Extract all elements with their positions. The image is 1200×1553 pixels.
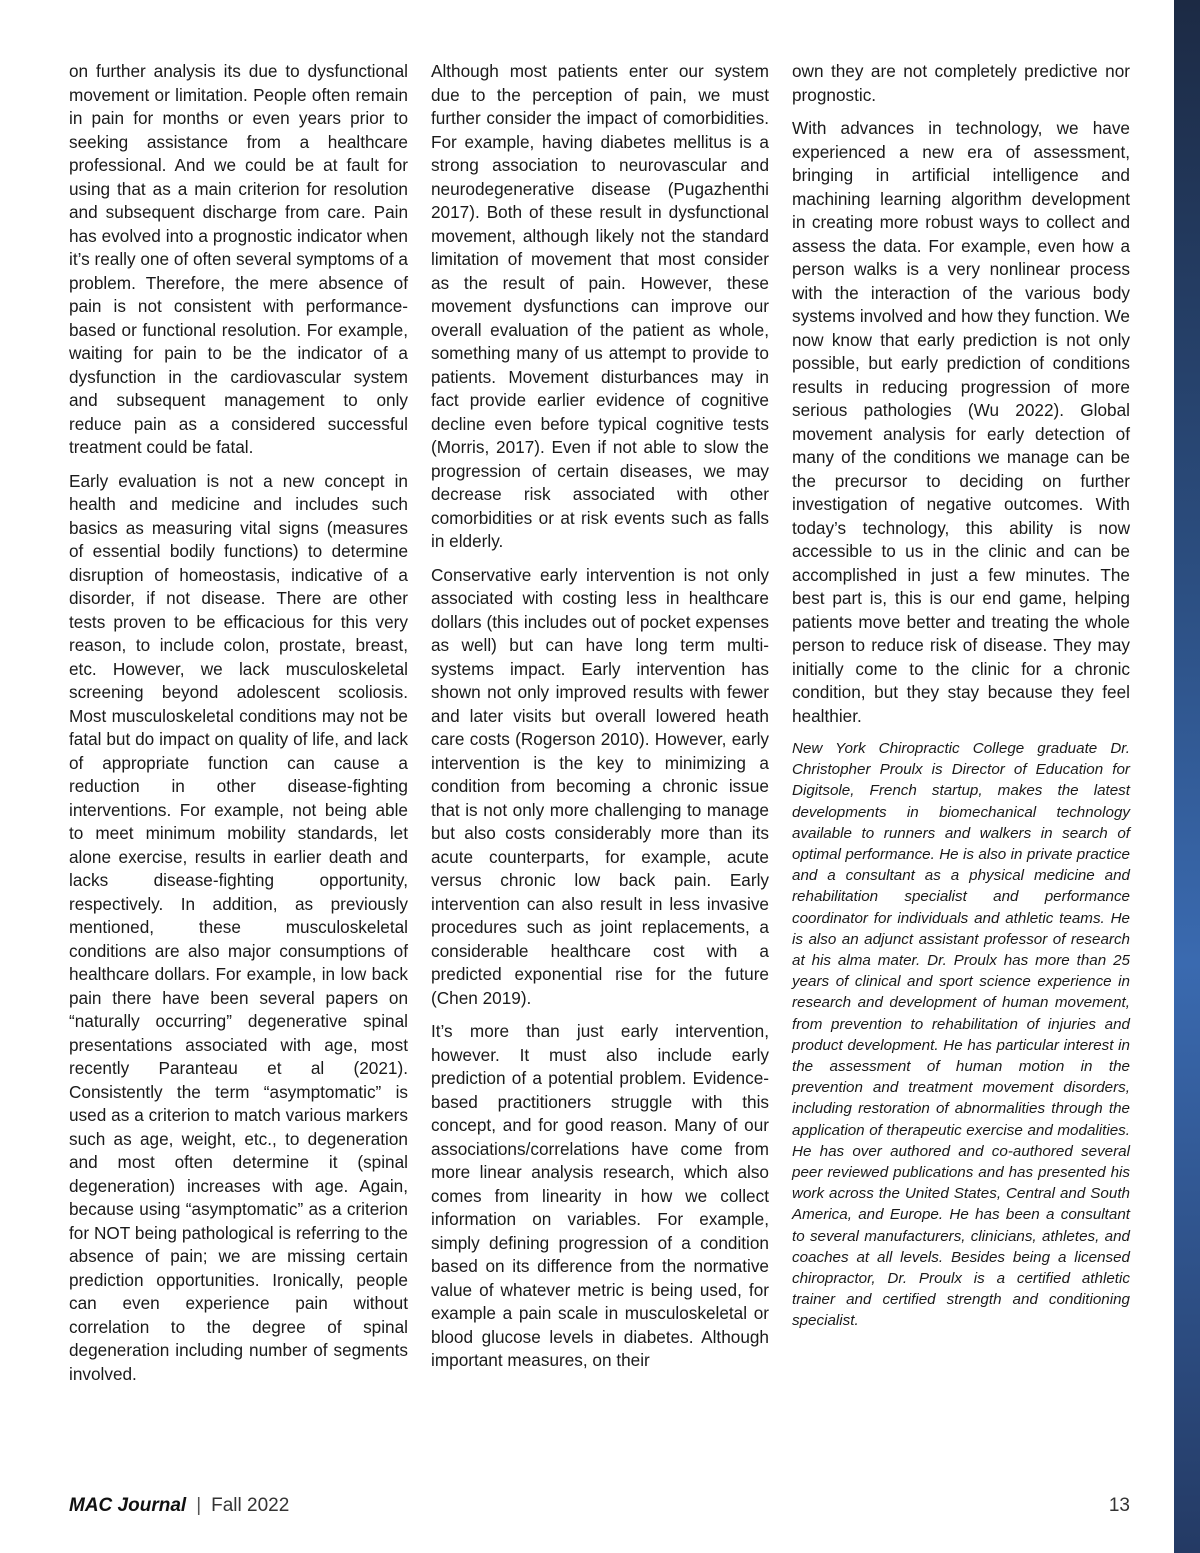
footer-separator: |: [196, 1495, 202, 1516]
paragraph: on further analysis its due to dysfunctional movement or limitation. People often remain in pain for months or even years prior to seeking assistance from a healthcare professional. And we could be at fault for using that as a main criterion for resolution and subsequent discharge from care. Pain has evolved into a prognostic indicator when it’s really one of often several symptoms of a problem. Therefore, the mere absence of pain is not consistent with performance-based or functional resolution. For example, waiting for pain to be the indicator of a dysfunction in the cardiovascular system and subsequent management to only reduce pain as a considered successful treatment could be fatal.: [69, 61, 408, 457]
journal-name: MAC Journal: [69, 1495, 187, 1516]
paragraph: Although most patients enter our system due to the perception of pain, we must further consider the impact of comorbidities. For example, having diabetes mellitus is a strong association to neurovascular and neurodegenerative disease (Pugazhenthi 2017). Both of these result in dysfunctional movement, although likely not the standard limitation of movement that most consider as the result of pain. However, these movement dysfunctions can improve our overall evaluation of the patient as whole, something many of us attempt to provide to patients. Movement disturbances may in fact provide earlier evidence of cognitive decline even before typical cognitive tests (Morris, 2017). Even if not able to slow the progression of certain diseases, we may decrease risk associated with other comorbidities or at risk events such as falls in elderly.: [431, 61, 769, 551]
issue-label: Fall 2022: [211, 1495, 290, 1516]
paragraph: It’s more than just early intervention, however. It must also include early prediction of a potential problem. Evidence-based practitioners struggle with this concept, and for good reason. Many of our associations/correlations have come from more linear analysis research, which also comes from linearity in how we collect information on variables. For example, simply defining progression of a condition based on its difference from the normative value of whatever metric is being used, for example a pain scale in musculoskeletal or blood glucose levels in diabetes. Although important measures, on their: [431, 1021, 769, 1370]
article-column-3: [792, 60, 1130, 1342]
paragraph: Conservative early intervention is not only associated with costing less in healthcare dollars (this includes out of pocket expenses as well) but can have long term multi-systems impact. Early intervention has shown not only improved results with fewer and later visits but overall lowered heath care costs (Rogerson 2010). However, early intervention is the key to minimizing a condition from becoming a chronic issue that is not only more challenging to manage but also costs considerably more than its acute counterparts, for example, acute versus chronic low back pain. Early intervention can also result in less invasive procedures such as joint replacements, a considerable healthcare cost with a predicted exponential rise for the future (Chen 2019).: [431, 564, 769, 1008]
article-column-1: [69, 60, 408, 1396]
page-edge-bar: [1174, 0, 1200, 1553]
paragraph: Early evaluation is not a new concept in health and medicine and includes such basics as measuring vital signs (measures of essential bodily functions) to determine disruption of homeostasis, indicative of a disorder, if not disease. There are other tests proven to be efficacious for this very reason, to include colon, prostate, breast, etc. However, we lack musculoskeletal screening beyond adolescent scoliosis. Most musculoskeletal conditions may not be fatal but do impact on quality of life, and lack of appropriate function can cause a reduction in other disease-fighting interventions. For example, not being able to meet minimum mobility standards, let alone exercise, results in earlier death and lacks disease-fighting opportunity, respectively. In addition, as previously mentioned, these musculoskeletal conditions are also major consumptions of healthcare dollars. For example, in low back pain there have been several papers on “naturally occurring” degenerative spinal presentations associated with age, most recently Paranteau et al (2021). Consistently the term “asymptomatic” is used as a criterion to match various markers such as age, weight, etc., to degeneration and most often determine it (spinal degeneration) increases with age. Again, because using “asymptomatic” as a criterion for NOT being pathological is referring to the absence of pain; we are missing certain prediction opportunities. Ironically, people can even experience pain without correlation to the degree of spinal degeneration including number of segments involved.: [69, 470, 408, 1384]
paragraph: With advances in technology, we have experienced a new era of assessment, bringing in artificial intelligence and machining learning algorithm development in creating more robust ways to collect and assess the data. For example, even how a person walks is a very nonlinear process with the interaction of the various body systems involved and how they function. We now know that early prediction is not only possible, but early prediction of conditions results in reducing progression of more serious pathologies (Wu 2022). Global movement analysis for early detection of many of the conditions we manage can be the precursor to deciding on further investigation of negative outcomes. With today’s technology, this ability is now accessible to us in the clinic and can be accomplished in just a few minutes. The best part is, this is our end game, helping patients move better and treating the whole person to reduce risk of disease. They may initially come to the clinic for a chronic condition, but they stay because they feel healthier.: [792, 118, 1130, 726]
page-footer: [69, 1495, 1130, 1525]
page-number: 13: [1108, 1495, 1130, 1516]
paragraph: own they are not completely predictive nor prognostic.: [792, 61, 1130, 105]
article-column-2: [431, 60, 769, 1383]
author-bio: New York Chiropractic College graduate Dr. Christopher Proulx is Director of Education for Digitsole, French startup, makes the latest developments in biomechanical technology available to runners and walkers in search of optimal performance. He is also in private practice and a consultant as a physical medicine and rehabilitation specialist and performance coordinator for individuals and athletic teams. He is also an adjunct assistant professor of research at his alma mater. Dr. Proulx has more than 25 years of clinical and sport science experience in research and development of human movement, from prevention to rehabilitation of injuries and product development. He has particular interest in the assessment of human motion in the prevention and treatment movement disorders, including restoration of abnormalities through the application of therapeutic exercise and modalities. He has over authored and co-authored several peer reviewed publications and has presented his work across the United States, Central and South America, and Europe. He has been a consultant to several manufacturers, clinicians, athletes, and coaches at all levels. Besides being a licensed chiropractor, Dr. Proulx is a certified athletic trainer and certified strength and conditioning specialist.: [792, 740, 1130, 1330]
